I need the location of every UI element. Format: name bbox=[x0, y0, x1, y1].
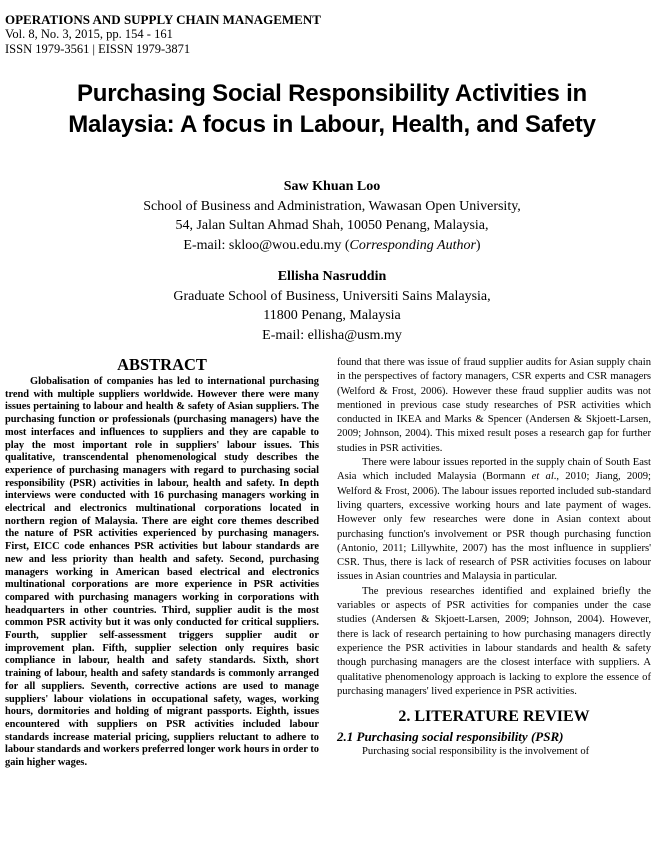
author-affiliation: School of Business and Administration, Wawasan Open University, bbox=[143, 198, 521, 214]
author-block-2 bbox=[0, 267, 664, 345]
section-heading: 2. LITERATURE REVIEW bbox=[398, 708, 590, 726]
body-column bbox=[337, 356, 651, 758]
abstract-column bbox=[5, 356, 319, 770]
journal-header bbox=[5, 12, 321, 57]
author-affiliation: Graduate School of Business, Universiti Sains Malaysia, bbox=[173, 288, 491, 304]
paper-title-line-1: Purchasing Social Responsibility Activities in bbox=[76, 80, 588, 107]
cut-off-text-line: Purchasing social responsibility is the involvement of bbox=[362, 746, 590, 758]
body-paragraph-2 bbox=[337, 456, 651, 585]
journal-issn: ISSN 1979-3561 | EISSN 1979-3871 bbox=[5, 42, 191, 56]
corresponding-author-note: Corresponding Author bbox=[349, 237, 476, 253]
abstract-text: Globalisation of companies has led to international purchasing trend with multiple suppliers worldwide. However there were many issues pertaining to labour and health & safety of Asian suppliers. The purchasing function or professionals (purchasing managers) have the most interfaces and influences to suppliers and they are capable to play the most important role in suppliers' labour issues. This qualitative, transcendental phenomenological study describes the experience of purchasing managers with regard to purchasing social responsibility (PSR) activities in labour, health and safety. In depth interviews were conducted with 16 purchasing managers working in electrical and electronics multinational corporations located in northern region of Malaysia. There are eight core themes described the nature of PSR activities experienced by purchasing managers. First, EICC code enhances PSR activities but labour standards are new and less priority than health and safety. Second, purchasing managers working in American based electrical and electronics multinational corporations are more experience in PSR activities compared with purchasing managers working in corporations with headquarters in other countries. Third, supplier audit is the most common PSR activity but it was only conducted for critical suppliers. Fourth, supplier self-assessment triggers supplier audit or improvement plan. Fifth, supplier selection only requires basic compliance in labour, health and safety standards. Sixth, short training of labour, health and safety standards is commonly arranged for all suppliers. Seventh, corrective actions are used to manage suppliers' labour violations in occupational safety, wages, working hours, dormitories and holding of migrant passports. Eighth, issues encountered with suppliers on PSR activities included labour standards increase material pricing, suppliers reluctant to adhere to labour standards and workers preferred longer work hours in order to gain higher wages. bbox=[5, 376, 319, 769]
author-name: Saw Khuan Loo bbox=[283, 179, 381, 194]
author-email bbox=[0, 236, 664, 256]
author-address: 54, Jalan Sultan Ahmad Shah, 10050 Penang, Malaysia, bbox=[175, 218, 489, 233]
subsection-heading: 2.1 Purchasing social responsibility (PSR) bbox=[337, 729, 564, 745]
author-address: 11800 Penang, Malaysia bbox=[263, 308, 401, 323]
journal-volume: Vol. 8, No. 3, 2015, pp. 154 - 161 bbox=[5, 27, 173, 41]
author-email: E-mail: ellisha@usm.my bbox=[262, 327, 402, 343]
body-paragraph-1: found that there was issue of fraud supplier audits for Asian supply chain in the perspectives of factory managers, CSR experts and CSR managers (Welford & Frost, 2006). However these fraud supplier audits was not mentioned in previous case study researches of PSR activities which conducted in IKEA and Marks & Spencer (Andersen & Skjoett-Larsen, 2009; Johnson, 2004). This mixed result poses a research gap for further studies in PSR activities. bbox=[337, 357, 651, 454]
body-paragraph-2-part-b: ., 2010; Jiang, 2009; Welford & Frost, 2006). The labour issues reported included sub-standard living quarters, excessive working hours and late payment of wages. However only few researches were done in Asian context about purchasing function's involvement or PSR though purchasing function (Antonio, 2011; Lillywhite, 2007) has the most influence in suppliers' CSR. Thus, there is lack of research of PSR activities focuses on labour issues in Asian countries and Malaysia in particular. bbox=[337, 471, 651, 583]
author-email-suffix: ) bbox=[475, 237, 481, 253]
author-name: Ellisha Nasruddin bbox=[277, 269, 387, 284]
body-paragraph-3: The previous researches identified and explained briefly the variables or aspects of PSR activities for companies under the case studies (Andersen & Skjoett-Larsen, 2009; Johnson, 2004). However, there is lack of research pertaining to how purchasing managers directly experience the PSR activities in labour standards and health & safety though purchasing managers are the closest interface with suppliers. A qualitative phenomenology approach is lacking to explore the essence of purchasing managers' lived experience in PSR activities. bbox=[337, 585, 651, 697]
body-paragraph-2-etal: et al bbox=[531, 471, 554, 483]
paper-title bbox=[0, 78, 664, 140]
author-email-text: E-mail: skloo@wou.edu.my ( bbox=[183, 237, 350, 253]
abstract-heading: ABSTRACT bbox=[117, 355, 207, 374]
author-block-1 bbox=[0, 177, 664, 255]
body-paragraph-2-part-a: There were labour issues reported in the supply chain of South East Asia which included Malaysia (Bormann bbox=[337, 457, 651, 483]
paper-title-line-2: Malaysia: A focus in Labour, Health, and Safety bbox=[68, 111, 596, 138]
journal-name: OPERATIONS AND SUPPLY CHAIN MANAGEMENT bbox=[5, 12, 321, 27]
